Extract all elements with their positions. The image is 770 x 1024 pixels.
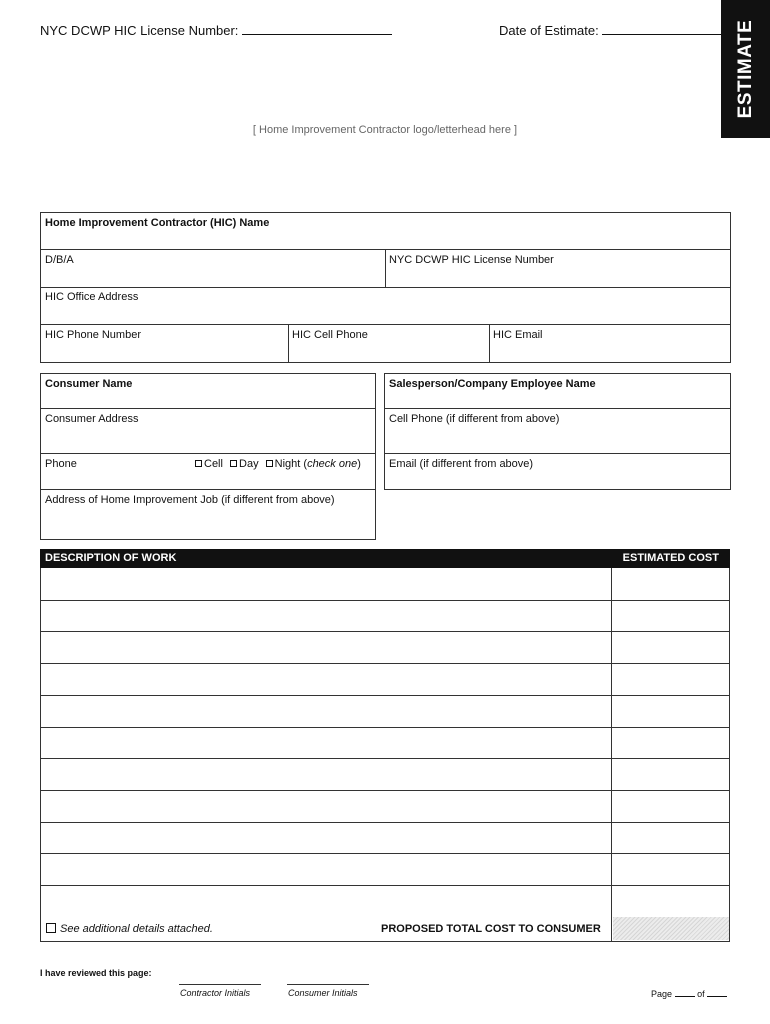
divider [40,941,730,942]
hic-license-label: NYC DCWP HIC License Number [389,254,554,266]
day-checkbox[interactable] [230,460,237,467]
work-row[interactable] [40,663,730,696]
logo-placeholder: [ Home Improvement Contractor logo/letterhead here ] [252,124,518,136]
attached-details-line [46,923,213,935]
license-number-field[interactable] [242,22,392,35]
divider [41,489,375,490]
description-header: DESCRIPTION OF WORK [45,552,177,564]
work-row[interactable] [40,695,730,728]
page-number-field[interactable] [675,988,695,997]
estimated-cost-header: ESTIMATED COST [622,552,719,564]
night-checkbox[interactable] [266,460,273,467]
divider [288,324,289,362]
divider [41,453,375,454]
date-of-estimate-field[interactable] [602,22,726,35]
total-cost-shading [613,917,729,940]
work-row[interactable] [40,727,730,760]
consumer-phone-label: Phone [45,458,77,470]
salesperson-name-label: Salesperson/Company Employee Name [389,378,596,390]
night-option-label: Night [274,458,301,470]
divider [489,324,490,362]
divider [385,408,730,409]
divider [41,324,730,325]
salesperson-info-box [384,373,731,490]
date-of-estimate-line [499,22,726,38]
day-option-label: Day [239,458,259,470]
work-row[interactable] [40,600,730,633]
cell-option-label: Cell [204,458,223,470]
hic-name-label: Home Improvement Contractor (HIC) Name [45,217,270,229]
job-address-label: Address of Home Improvement Job (if different from above) [45,494,335,506]
consumer-name-label: Consumer Name [45,378,133,390]
dba-label: D/B/A [45,254,74,266]
work-row[interactable] [40,758,730,791]
estimate-tab [721,0,770,138]
consumer-address-label: Consumer Address [45,413,139,425]
cell-checkbox[interactable] [195,460,202,467]
contractor-info-box [40,212,731,363]
check-one-note: check one [307,458,358,470]
estimate-tab-label: ESTIMATE [734,19,756,119]
attached-details-label: See additional details attached. [60,923,213,935]
date-of-estimate-label: Date of Estimate: [499,23,599,38]
salesperson-email-label: Email (if different from above) [389,458,534,470]
phone-type-options: Cell Day Night (check one) [191,458,361,470]
description-table-header [40,549,730,568]
divider [385,453,730,454]
of-label: of [697,989,705,999]
hic-email-label: HIC Email [493,329,543,341]
work-row[interactable] [40,631,730,664]
total-cost-label: PROPOSED TOTAL COST TO CONSUMER [381,923,601,935]
work-row[interactable] [40,822,730,855]
consumer-initials-label: Consumer Initials [288,988,358,998]
license-number-label: NYC DCWP HIC License Number: [40,23,239,38]
page-number [651,988,727,999]
page-label: Page [651,989,673,999]
reviewed-label: I have reviewed this page: [40,968,152,978]
hic-office-address-label: HIC Office Address [45,291,139,303]
divider [385,249,386,287]
contractor-initials-line[interactable] [179,984,261,985]
hic-phone-label: HIC Phone Number [45,329,141,341]
consumer-initials-line[interactable] [287,984,369,985]
hic-cell-label: HIC Cell Phone [292,329,368,341]
work-row[interactable] [40,790,730,823]
page-total-field[interactable] [707,988,727,997]
work-row[interactable] [40,568,730,600]
license-number-line [40,22,392,38]
contractor-initials-label: Contractor Initials [180,988,251,998]
consumer-info-box [40,373,376,540]
attached-details-checkbox[interactable] [46,923,56,933]
work-row[interactable] [40,885,730,918]
divider [41,408,375,409]
divider [41,287,730,288]
work-row[interactable] [40,853,730,886]
salesperson-cell-label: Cell Phone (if different from above) [389,413,560,425]
